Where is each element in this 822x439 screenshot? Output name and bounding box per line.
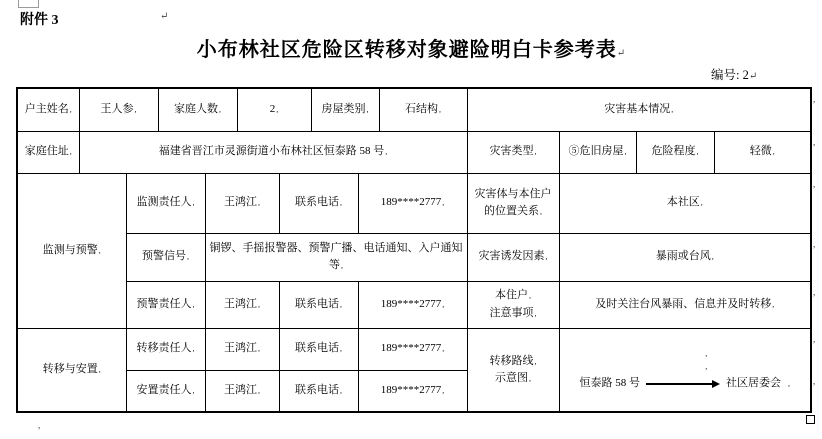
row-end-mark: , [813, 137, 816, 147]
cell-house-type-value[interactable]: 石结构, [379, 88, 467, 131]
table-row [17, 173, 811, 233]
row-end-mark: , [813, 179, 816, 189]
cell-phone-label[interactable]: 联系电话, [279, 370, 358, 412]
row-end-mark: , [813, 94, 816, 104]
cell-warn-person-value[interactable]: 王鸿江, [205, 281, 279, 328]
cell-family-size-label[interactable]: 家庭人数, [158, 88, 237, 131]
cell-transfer-person-label[interactable]: 转移责任人, [126, 328, 205, 370]
route-end-point: 社区居委会 [726, 377, 781, 390]
paragraph-mark: ↵ [748, 71, 758, 82]
cell-trigger-label[interactable]: 灾害诱发因素, [467, 233, 559, 281]
row-end-mark: , [813, 334, 816, 344]
cell-transfer-phone-value[interactable]: 189****2777, [358, 328, 467, 370]
row-end-mark: , [813, 287, 816, 297]
page-title[interactable]: 小布林社区危险区转移对象避险明白卡参考表 [196, 39, 617, 61]
cell-house-type-label[interactable]: 房屋类别, [311, 88, 379, 131]
cell-address-label[interactable]: 家庭住址, [17, 131, 79, 173]
right-arrow-icon [646, 380, 720, 388]
cell-route-diagram[interactable] [559, 328, 811, 412]
table-move-handle-icon[interactable] [18, 0, 39, 8]
cell-transfer-person-value[interactable]: 王鸿江, [205, 328, 279, 370]
cell-disaster-type-label[interactable]: 灾害类型, [467, 131, 559, 173]
safety-card-table [16, 87, 812, 413]
cell-phone-label[interactable]: 联系电话, [279, 328, 358, 370]
cell-address-value[interactable]: 福建省晋江市灵源街道小布林社区恒泰路 58 号, [79, 131, 467, 173]
cell-warn-phone-value[interactable]: 189****2777, [358, 281, 467, 328]
cell-monitor-person-label[interactable]: 监测责任人, [126, 173, 205, 233]
cell-signal-label[interactable]: 预警信号, [126, 233, 205, 281]
cell-monitor-phone-value[interactable]: 189****2777, [358, 173, 467, 233]
cell-phone-label[interactable]: 联系电话, [279, 173, 358, 233]
cell-settle-person-label[interactable]: 安置责任人, [126, 370, 205, 412]
cell-warn-person-label[interactable]: 预警责任人, [126, 281, 205, 328]
document-number-text: 编号: 2 [711, 68, 749, 82]
cell-disaster-info-header[interactable]: 灾害基本情况, [467, 88, 811, 131]
document-number[interactable] [711, 65, 757, 83]
cell-monitor-person-value[interactable]: 王鸿江, [205, 173, 279, 233]
group-monitoring-label[interactable]: 监测与预警, [17, 173, 126, 328]
cell-risk-level-value[interactable]: 轻微, [714, 131, 811, 173]
cell-disaster-type-value[interactable]: ⑤危旧房屋, [559, 131, 636, 173]
cell-family-size-value[interactable]: 2, [237, 88, 311, 131]
cell-position-value[interactable]: 本社区, [559, 173, 811, 233]
cell-household-name-label[interactable]: 户主姓名, [17, 88, 79, 131]
cell-settle-phone-value[interactable]: 189****2777, [358, 370, 467, 412]
row-end-mark: , [813, 376, 816, 386]
cell-trigger-value[interactable]: 暴雨或台风, [559, 233, 811, 281]
cell-route-label[interactable]: 转移路线, 示意图, [467, 328, 559, 412]
table-row [17, 131, 811, 173]
paragraph-mark: , [38, 420, 41, 430]
cell-notice-label[interactable]: 本住户, 注意事项, [467, 281, 559, 328]
paragraph-mark: , [705, 362, 708, 372]
route-start-point: 恒泰路 58 号 [579, 377, 640, 390]
cell-notice-value[interactable]: 及时关注台风暴雨、信息并及时转移, [559, 281, 811, 328]
attachment-label[interactable]: 附件 3 [20, 13, 59, 28]
cell-risk-level-label[interactable]: 危险程度, [636, 131, 714, 173]
transfer-route: 恒泰路 58 号 社区居委会 , [563, 375, 808, 392]
paragraph-mark: ↵ [160, 11, 169, 22]
cell-settle-person-value[interactable]: 王鸿江, [205, 370, 279, 412]
row-end-mark: , [813, 239, 816, 249]
group-transfer-label[interactable]: 转移与安置, [17, 328, 126, 412]
paragraph-mark: ↵ [616, 48, 626, 59]
table-row [17, 281, 811, 328]
table-row [17, 88, 811, 131]
title-row [0, 33, 822, 62]
table-resize-handle[interactable] [806, 415, 815, 424]
cell-signal-value[interactable]: 铜锣、手摇报警器、预警广播、电话通知、入户通知等, [205, 233, 467, 281]
table-row [17, 328, 811, 370]
cell-household-name-value[interactable]: 王人参, [79, 88, 158, 131]
cell-phone-label[interactable]: 联系电话, [279, 281, 358, 328]
table-row [17, 233, 811, 281]
paragraph-mark: , [705, 349, 708, 359]
cell-position-label[interactable]: 灾害体与本住户的位置关系, [467, 173, 559, 233]
